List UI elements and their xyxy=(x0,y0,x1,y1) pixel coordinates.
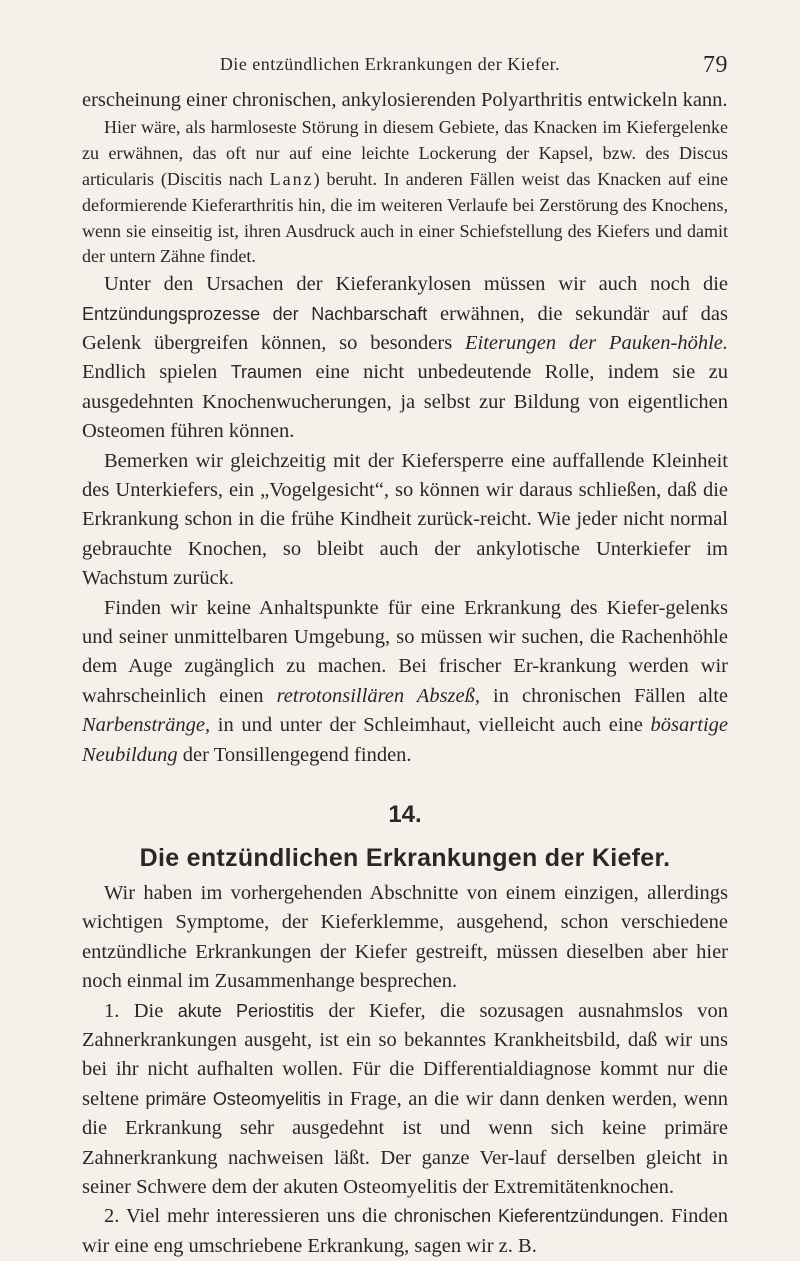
s2-emph-b: akute Periostitis xyxy=(177,1000,315,1021)
body-text xyxy=(82,86,728,1261)
section-paragraph-3 xyxy=(82,1202,728,1261)
p5-text-e: in und unter der Schleimhaut, vielleicht auch eine xyxy=(210,714,651,737)
section-paragraph-1: Wir haben im vorhergehenden Abschnitte von einem einzigen, allerdings wichtigen Symptome, der Kieferklemme, ausgehend, schon verschiedene entzündliche Erkrankungen der Kiefer gestreift, müssen dieselben aber hier noch einmal im Zusammenhange besprechen. xyxy=(82,881,728,993)
p3-italic-d: Eiterungen der Pauken-höhle. xyxy=(465,332,728,354)
running-head xyxy=(82,46,728,86)
p2-author-name: Lanz xyxy=(269,169,314,189)
s3-text-a: Viel mehr interessieren uns die xyxy=(119,1205,395,1228)
p5-text-a: Finden wir keine Anhaltspunkte für eine Erkrankung des Kiefer-gelenks und seiner unmittelbaren Umgebung, so müssen wir suchen, die Rachenhöhle dem Auge zugänglich zu machen. Bei frischer Er-krankung werden wir wahrscheinlich einen xyxy=(82,596,728,707)
p5-text-c: in chronischen Fällen alte xyxy=(480,684,729,707)
s2-text-c: der Kiefer, die sozusagen ausnahmslos von Zahnerkrankungen ausgeht, ist ein so bekanntes Krankheitsbild, daß wir uns bei ihr nicht aufhalten wollen. Für die Differentialdiagnose kommt nur die seltene xyxy=(82,999,728,1110)
p5-italic-f: bösartige Neubildung xyxy=(82,714,728,766)
p5-text-g: der Tonsillengegend finden. xyxy=(177,743,412,766)
s2-number: 1. xyxy=(104,999,120,1022)
page-number: 79 xyxy=(703,52,728,78)
section-paragraph-2 xyxy=(82,997,728,1203)
p3-text-e: Endlich spielen xyxy=(82,361,231,384)
s2-emph-d: primäre Osteomyelitis xyxy=(145,1088,321,1109)
p3-emph-b: Entzündungsprozesse der Nachbarschaft xyxy=(82,303,428,324)
section-title: Die entzündlichen Erkrankungen der Kiefer. xyxy=(139,843,671,872)
paragraph-2 xyxy=(82,115,728,270)
p3-text-a: Unter den Ursachen der Kieferankylosen müssen wir auch noch die xyxy=(104,273,728,296)
p5-italic-d: Narbenstränge, xyxy=(82,714,211,737)
p3-emph-f: Traumen xyxy=(230,362,303,383)
s2-text-a: Die xyxy=(119,999,178,1022)
p2-text-a: Hier wäre, als harmloseste Störung in diesem Gebiete, das Knacken im Kiefergelenke zu erwähnen, das oft nur auf eine leichte Lockerung der Kapsel, bzw. des Discus articularis (Discitis nach xyxy=(82,117,728,189)
p3-text-c: erwähnen, die sekundär auf das Gelenk übergreifen können, so besonders xyxy=(82,302,728,354)
p2-text-b: ) beruht. In anderen Fällen weist das Knacken auf eine deformierende Kieferarthritis hin, die im weiteren Verlaufe bei Zerstörung des Knochens, wenn sie einseitig ist, ihren Ausdruck auch in einer Schiefstellung des Kiefers und damit der untern Zähne findet. xyxy=(82,169,728,267)
s3-emph-b: chronischen Kieferentzündungen. xyxy=(394,1206,665,1227)
paragraph-3 xyxy=(82,270,728,446)
p3-text-g: eine nicht unbedeutende Rolle, indem sie zu ausgedehnten Knochenwucherungen, ja selbst zur Bildung von eigentlichen Osteomen führen können. xyxy=(82,361,728,443)
s3-text-c: Finden wir eine eng umschriebene Erkrankung, sagen wir z. B. xyxy=(82,1205,728,1257)
paragraph-5 xyxy=(82,594,728,770)
paragraph-1: erscheinung einer chronischen, ankylosierenden Polyarthritis entwickeln kann. xyxy=(82,89,728,111)
section-number: 14. xyxy=(388,801,422,829)
paragraph-4: Bemerken wir gleichzeitig mit der Kiefersperre eine auffallende Kleinheit des Unterkiefers, ein „Vogelgesicht“, so können wir daraus schließen, daß die Erkrankung schon in die frühe Kindheit zurück-reicht. Wie jeder nicht normal gebrauchte Knochen, so bleibt auch der ankylotische Unterkiefer im Wachstum zurück. xyxy=(82,449,728,590)
s2-text-e: in Frage, an die wir dann denken werden, wenn die Erkrankung sehr ausgedehnt ist und wenn sich keine primäre Zahnerkrankung nachweisen läßt. Der ganze Ver-lauf derselben gleicht in seiner Schwere dem der akuten Osteomyelitis der Extremitätenknochen. xyxy=(82,1087,729,1198)
s3-number: 2. xyxy=(104,1205,120,1228)
p5-italic-b: retrotonsillären Abszeß, xyxy=(276,684,481,707)
running-head-title: Die entzündlichen Erkrankungen der Kiefer. xyxy=(219,54,561,74)
